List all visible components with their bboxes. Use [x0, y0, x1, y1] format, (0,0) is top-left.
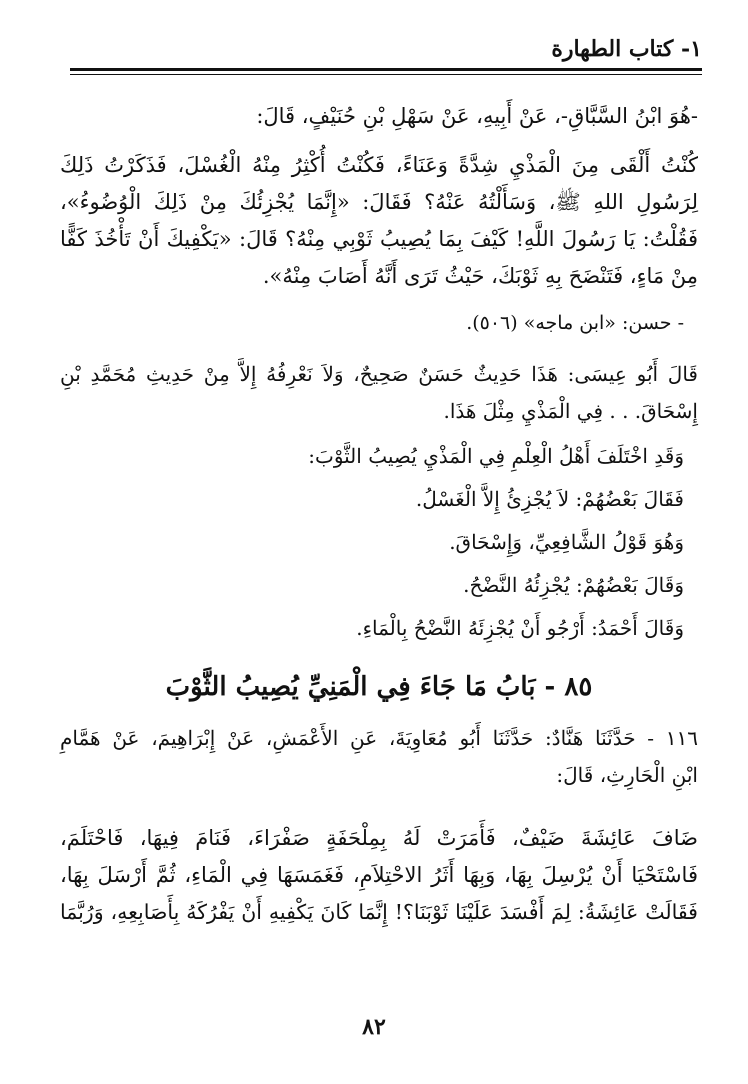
header-rule-thin	[70, 74, 702, 75]
text-line: فَقَالَتْ عَائِشَةُ: لِمَ أَفْسَدَ عَلَيْنَا ثَوْبَنَا؟! إِنَّمَا كَانَ يَكْفِيهِ أَنْ يَفْرُكَهُ بِأَصَابِعِهِ، وَرُبَّمَا	[60, 900, 698, 924]
hadith-2-isnad	[60, 720, 698, 794]
text-line: فَاسْتَحْيَا أَنْ يُرْسِلَ بِهَا، وَبِهَا أَثَرُ الاحْتِلاَمِ، فَغَمَسَهَا فِي الْمَاءِ، ثُمَّ أَرْسَلَ بِهَا،	[60, 863, 698, 887]
hadith-1-text	[60, 147, 698, 295]
opinion-line: وَقَدِ اخْتَلَفَ أَهْلُ الْعِلْمِ فِي الْمَذْيِ يُصِيبُ الثَّوْبَ:	[308, 444, 684, 468]
opinion-line: فَقَالَ بَعْضُهُمْ: لاَ يُجْزِئُ إِلاَّ الْغَسْلُ.	[415, 487, 684, 511]
header-rule-thick	[70, 68, 702, 71]
page-number: ٨٢	[362, 1014, 386, 1040]
chapter-heading: ٨٥ - بَابُ مَا جَاءَ فِي الْمَنِيِّ يُصِيبُ الثَّوْبَ	[165, 672, 593, 702]
text-line: ١١٦ - حَدَّثَنَا هَنَّادٌ: حَدَّثَنَا أَبُو مُعَاوِيَةَ، عَنِ الأَعْمَشِ، عَنْ إِبْرَاهِيمَ، عَنْ هَمَّامِ	[60, 726, 698, 750]
text-line: مِنْ مَاءٍ، فَتَنْضَحَ بِهِ ثَوْبَكَ، حَيْثُ تَرَى أَنَّهُ أَصَابَ مِنْهُ».	[262, 264, 698, 288]
text-line: إِسْحَاقَ. . . فِي الْمَذْيِ مِثْلَ هَذَا.	[443, 399, 698, 423]
page-body	[60, 98, 698, 941]
text-line: ابْنِ الْحَارِثِ، قَالَ:	[556, 763, 698, 787]
text-line: فَقُلْتُ: يَا رَسُولَ اللَّهِ! كَيْفَ بِمَا يُصِيبُ ثَوْبِي مِنْهُ؟ قَالَ: «يَكْفِيكَ أَنْ تَأْخُذَ كَفًّا	[60, 227, 698, 251]
running-title: ١- كتاب الطهارة	[551, 36, 702, 62]
text-line: -هُوَ ابْنُ السَّبَّاقِ-، عَنْ أَبِيهِ، عَنْ سَهْلِ بْنِ حُنَيْفٍ، قَالَ:	[256, 104, 698, 128]
opinion-line: وَقَالَ أَحْمَدُ: أَرْجُو أَنْ يُجْزِئَهُ النَّضْحُ بِالْمَاءِ.	[356, 616, 684, 640]
tirmidhi-comment	[60, 356, 698, 430]
hadith-grade	[60, 305, 698, 342]
text-line: كُنْتُ أَلْقَى مِنَ الْمَذْيِ شِدَّةً وَعَنَاءً، فَكُنْتُ أُكْثِرُ مِنْهُ الْغُسْلَ، فَذَكَرْتُ ذَلِكَ	[60, 153, 698, 177]
intro-paragraph	[60, 98, 698, 135]
opinion-line: وَهُوَ قَوْلُ الشَّافِعِيِّ، وَإِسْحَاقَ.	[449, 530, 684, 554]
text-line: لِرَسُولِ اللهِ ﷺ، وَسَأَلْتُهُ عَنْهُ؟ فَقَالَ: «إِنَّمَا يُجْزِئُكَ مِنْ ذَلِكَ الْوُضُوءُ»،	[60, 190, 698, 214]
hadith-2-text	[60, 820, 698, 931]
text-line: ضَافَ عَائِشَةَ ضَيْفٌ، فَأَمَرَتْ لَهُ بِمِلْحَفَةٍ صَفْرَاءَ، فَنَامَ فِيهَا، فَاحْتَلَمَ،	[60, 826, 698, 850]
opinion-line: وَقَالَ بَعْضُهُمْ: يُجْزِئُهُ النَّضْحُ.	[463, 573, 684, 597]
grade-line: - حسن: «ابن ماجه» (٥٠٦).	[466, 312, 684, 334]
text-line: قَالَ أَبُو عِيسَى: هَذَا حَدِيثٌ حَسَنٌ صَحِيحٌ، وَلاَ نَعْرِفُهُ إِلاَّ مِنْ حَدِيثِ مُحَمَّدِ بْنِ	[60, 362, 698, 386]
